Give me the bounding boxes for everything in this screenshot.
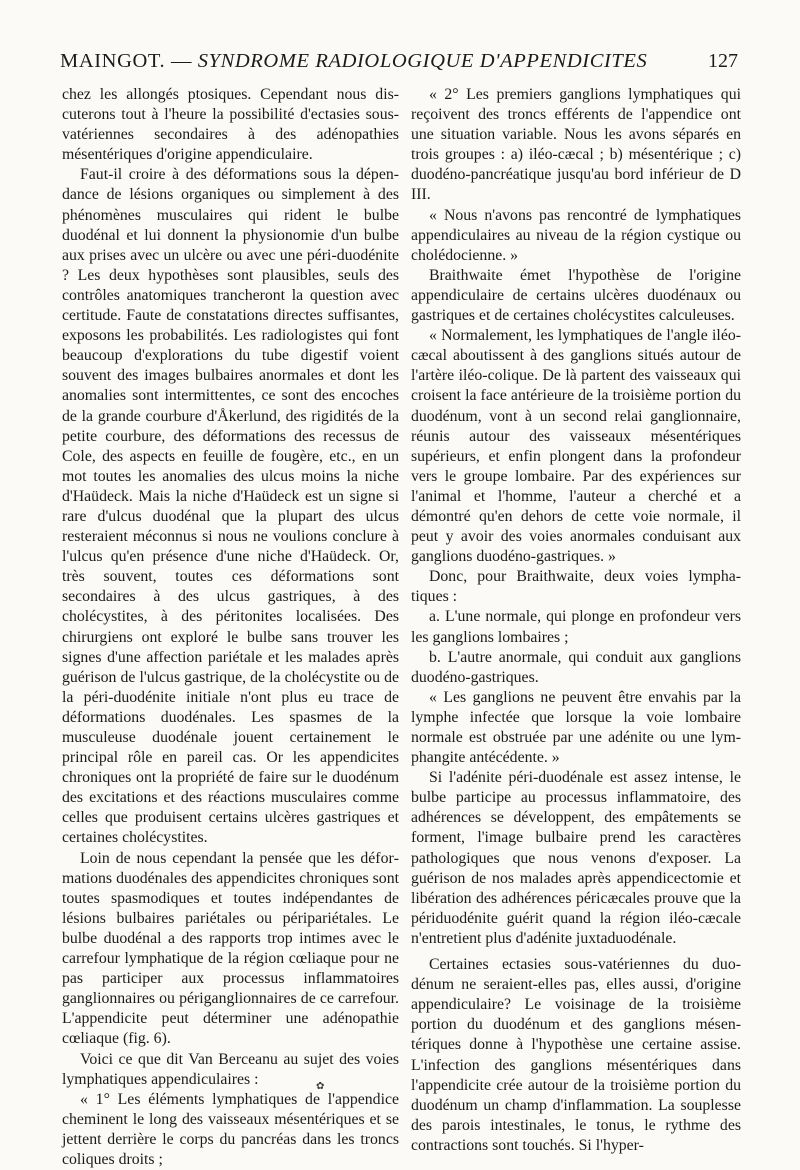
paragraph: « 1° Les éléments lymphatiques de l'appendice cheminent le long des vaisseaux mésentériques et se jettent derrière le corps du pancréas dans les troncs coliques droits ; (62, 1090, 399, 1168)
paragraph: Voici ce que dit Van Berceanu au sujet des voies lymphatiques appendiculaires : (62, 1050, 399, 1088)
paragraph: Donc, pour Braithwaite, deux voies lymphatiques : (411, 568, 741, 606)
header-author: MAINGOT. (60, 50, 166, 72)
paragraph: a. L'une normale, qui plonge en profondeur vers les ganglions lombaires ; (411, 608, 741, 646)
running-header (60, 50, 738, 80)
header-article-title: SYNDROME RADIOLOGIQUE D'APPENDICITES (197, 50, 648, 72)
paragraph: Loin de nous cependant la pensée que les déformations duodénales des appendicites chroniques sont toutes spasmodiques et toutes indépendantes de lésions bulbaires pariétales ou péripariétales. Le bulbe duodénal a des rapports trop intimes avec le carrefour lymphatique de la région cœliaque pour ne pas participer aux processus inflammatoires ganglionnaires ou périganglionnaires de ce carrefour. L'appendicite peut déterminer une adénopathie cœliaque (fig. 6). (62, 849, 399, 1048)
printer-ornament: ✿ (316, 1081, 325, 1092)
paragraph: Braithwaite émet l'hypothèse de l'origine appendiculaire de certains ulcères duodénaux ou gastriques et de certaines cholécystites calculeuses. (411, 266, 741, 325)
left-column (62, 85, 399, 1170)
right-column (411, 85, 741, 1156)
paragraph: Faut-il croire à des déformations sous la dépendance de lésions organiques ou simplement à des phénomènes musculaires qui rident le bulbe duodénal et lui donnent la physionomie d'un bulbe aux prises avec un ulcère ou avec une péri-duodénite ? Les deux hypothèses sont plausibles, seuls des contrôles anatomiques trancheront la question avec certitude. Faute de constatations directes suffisantes, exposons les probabilités. Les radiologistes qui font beaucoup d'explorations du tube digestif voient souvent des images bulbaires anormales et dont les anomalies sont intermittentes, ce sont des encoches de la grande courbure d'Åkerlund, des rigidités de la petite courbure, des déformations des recessus de Cole, des aspects en feuille de fougère, etc., en un mot toutes les anomalies des ulcus moins la niche d'Haüdeck. Mais la niche d'Haüdeck est un signe si rare d'ulcus duodénal que la plupart des ulcus resteraient méconnus si nous ne voulions conclure à l'ulcus qu'en présence d'une niche d'Haüdeck. Or, très souvent, toutes ces déformations sont secondaires à des ulcus gastriques, à des cholécystites, à des péritonites localisées. Des chirurgiens ont exploré le bulbe sans trouver les signes d'une affection pariétale et les malades après guérison de l'ulcus gastrique, de la cholécystite ou de la péri-duodénite initiale n'ont plus eu trace de déformations duodénales. Les spasmes de la musculeuse duodénale jouent certainement le principal rôle en pareil cas. Or les appendicites chroniques ont la propriété de faire sur le duodénum des excitations et des réactions musculaires comme celles que produisent certains ulcères gastriques et certaines cholécystites. (62, 166, 399, 847)
page-number: 127 (708, 50, 738, 72)
running-title (60, 50, 647, 73)
paragraph: « Nous n'avons pas rencontré de lymphatiques appendiculaires au niveau de la région cystique ou cholédocienne. » (411, 206, 741, 264)
paragraph: Si l'adénite péri-duodénale est assez intense, le bulbe participe au processus inflammatoire, des adhérences se développent, des empâtements se forment, l'image bulbaire prend les caractères pathologiques que nous venons d'exposer. La guérison de nos malades après appendicectomie et libération des adhérences péricæcales prouve que la périduodénite guérit quand la région iléo-cæcale n'entretient plus d'adénite juxtaduodénale. (411, 769, 741, 947)
paragraph: « Normalement, les lymphatiques de l'angle iléo-cæcal aboutissent à des ganglions situés autour de l'artère iléo-colique. De là partent des vaisseaux qui croisent la face antérieure de la troisième portion du duodénum, vont à un second relai ganglionnaire, réunis autour des vaisseaux mésentériques supérieurs, et enfin plongent dans la profondeur vers le groupe lombaire. Par des expériences sur l'animal et l'homme, l'auteur a cherché et a démontré qu'en dehors de cette voie normale, il peut y avoir des voies anormales conduisant aux ganglions duodéno-gastriques. » (411, 327, 741, 566)
paragraph: b. L'autre anormale, qui conduit aux ganglions duodéno-gastriques. (411, 648, 741, 686)
paragraph: chez les allongés ptosiques. Cependant nous discuterons tout à l'heure la possibilité d'ectasies sous-vatériennes secondaires à des adénopathies mésentériques d'origine appendiculaire. (62, 86, 399, 164)
paragraph: « Les ganglions ne peuvent être envahis par la lymphe infectée que lorsque la voie lombaire normale est obstruée par une adénite ou une lymphangite antécédente. » (411, 688, 741, 767)
paragraph: « 2° Les premiers ganglions lymphatiques qui reçoivent des troncs efférents de l'appendice ont une situation variable. Nous les avons séparés en trois groupes : a) iléo-cæcal ; b) mésentérique ; c) duodéno-pancréatique jusqu'au bord inférieur de D III. (411, 86, 741, 204)
paragraph: Certaines ectasies sous-vatériennes du duodénum ne seraient-elles pas, elles aussi, d'origine appendiculaire? Le voisinage de la troisième portion du duodénum et des ganglions mésentériques donne à l'hypothèse une certaine assise. L'infection des ganglions mésentériques dans l'appendicite crée autour de la troisième portion du duodénum un champ d'inflammation. La souplesse des parois intestinales, le tonus, le rythme des contractions sont touchés. Si l'hyper- (411, 956, 741, 1154)
header-separator: — (170, 50, 193, 72)
